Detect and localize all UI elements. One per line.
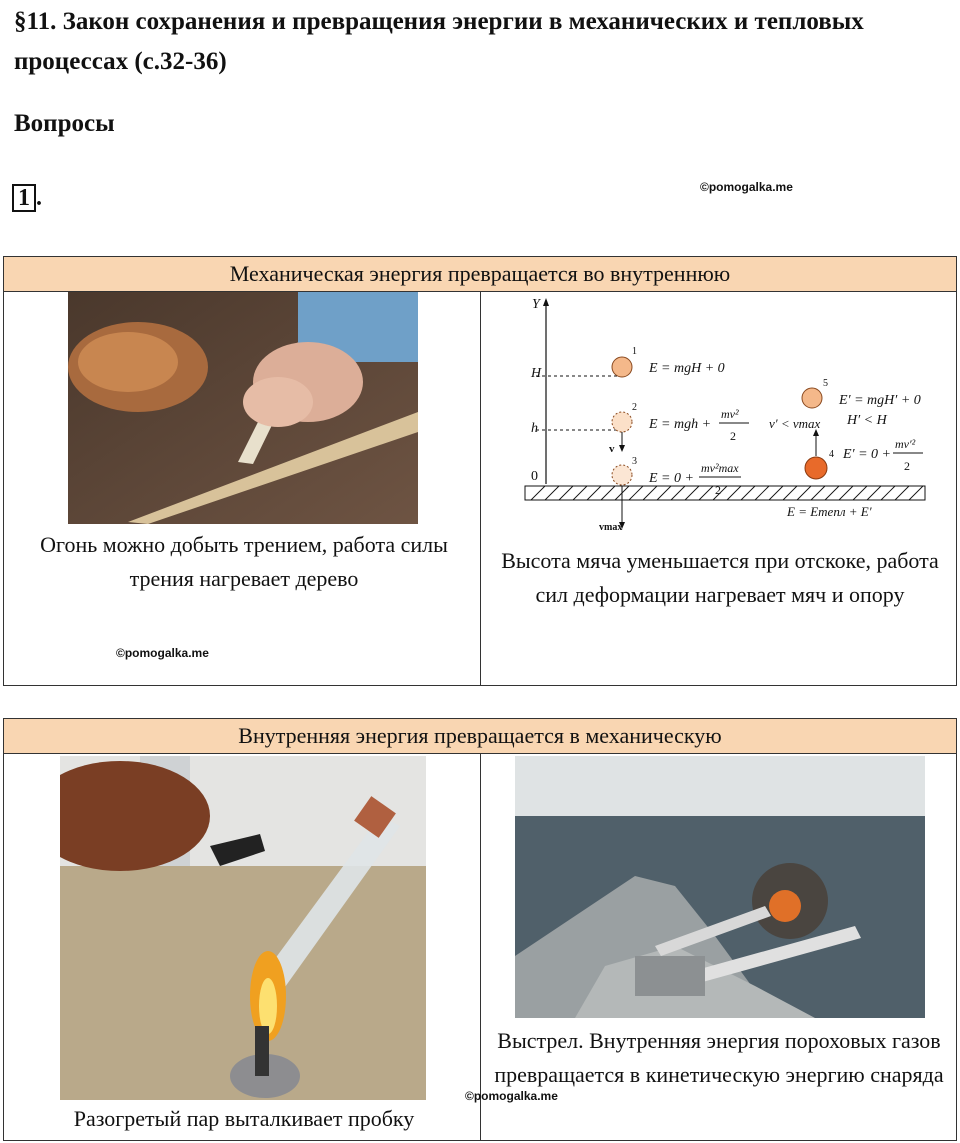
page-title: §11. Закон сохранения и превращения энергии в механических и тепловых процессах (с.32-36): [14, 8, 864, 75]
equation-5: E′ = mgH′ + 0: [839, 393, 921, 408]
equation-3-num: mv²max: [701, 461, 739, 475]
label-H: H: [531, 366, 542, 381]
equation-5b: H′ < H: [847, 413, 887, 428]
equation-3-den: 2: [715, 483, 721, 497]
equation-4-den: 2: [904, 459, 910, 473]
axis-y-label: Y: [532, 297, 540, 312]
ball-number-5: 5: [823, 378, 828, 389]
ball-number-4: 4: [829, 449, 834, 460]
ball-position-1: [612, 357, 632, 377]
question-number: [12, 184, 42, 212]
question-number-box: 1: [12, 184, 36, 212]
table-header: Механическая энергия превращается во внутреннюю: [4, 257, 956, 292]
table-header: Внутренняя энергия превращается в механическую: [4, 719, 956, 754]
test-tube-caption: Разогретый пар выталкивает пробку: [73, 1106, 415, 1131]
test-tube-photo: [60, 756, 426, 1100]
question-number-suffix: .: [36, 185, 42, 211]
vprime-label: v′ < vmax: [769, 416, 821, 431]
velocity-label: v: [609, 443, 615, 455]
watermark: ©pomogalka.me: [116, 646, 209, 660]
ball-position-2: [612, 412, 632, 432]
equation-2-den: 2: [730, 429, 736, 443]
equation-4: E′ = 0 +: [843, 447, 892, 462]
ball-bounce-diagram: [491, 292, 951, 542]
ball-position-4: [805, 457, 827, 479]
energy-equation: E = Eтепл + E′: [787, 504, 872, 519]
cell-ship-shot: [480, 754, 956, 1141]
vmax-label: vmax: [599, 522, 623, 533]
friction-fire-photo: [68, 292, 418, 524]
ball-number-3: 3: [632, 456, 637, 467]
label-h: h: [531, 421, 538, 436]
equation-3: E = 0 +: [649, 471, 694, 486]
table-internal-to-mechanical: [3, 718, 957, 1141]
watermark: ©pomogalka.me: [465, 1089, 558, 1103]
cell-ball-bounce: [480, 292, 956, 686]
watermark: ©pomogalka.me: [700, 180, 793, 194]
ball-position-5: [802, 388, 822, 408]
equation-4-num: mv′²: [895, 437, 916, 451]
table-mechanical-to-internal: [3, 256, 957, 686]
ball-position-3: [612, 465, 632, 485]
friction-caption: Огонь можно добыть трением, работа силы трения нагревает дерево: [40, 532, 448, 591]
label-zero: 0: [531, 469, 538, 484]
ship-gun-photo: [515, 756, 925, 1018]
cell-friction: [4, 292, 480, 686]
equation-2: E = mgh +: [649, 417, 712, 432]
section-heading: Вопросы: [14, 110, 115, 137]
cell-test-tube: [4, 754, 480, 1141]
ball-number-2: 2: [632, 402, 637, 413]
equation-2-num: mv²: [721, 407, 739, 421]
equation-1: E = mgH + 0: [649, 361, 725, 376]
ball-caption: Высота мяча уменьшается при отскоке, работа сил деформации нагревает мяч и опору: [501, 548, 939, 607]
ship-caption: Выстрел. Внутренняя энергия пороховых газов превращается в кинетическую энергию снаряда: [494, 1028, 944, 1087]
ball-number-1: 1: [632, 346, 637, 357]
